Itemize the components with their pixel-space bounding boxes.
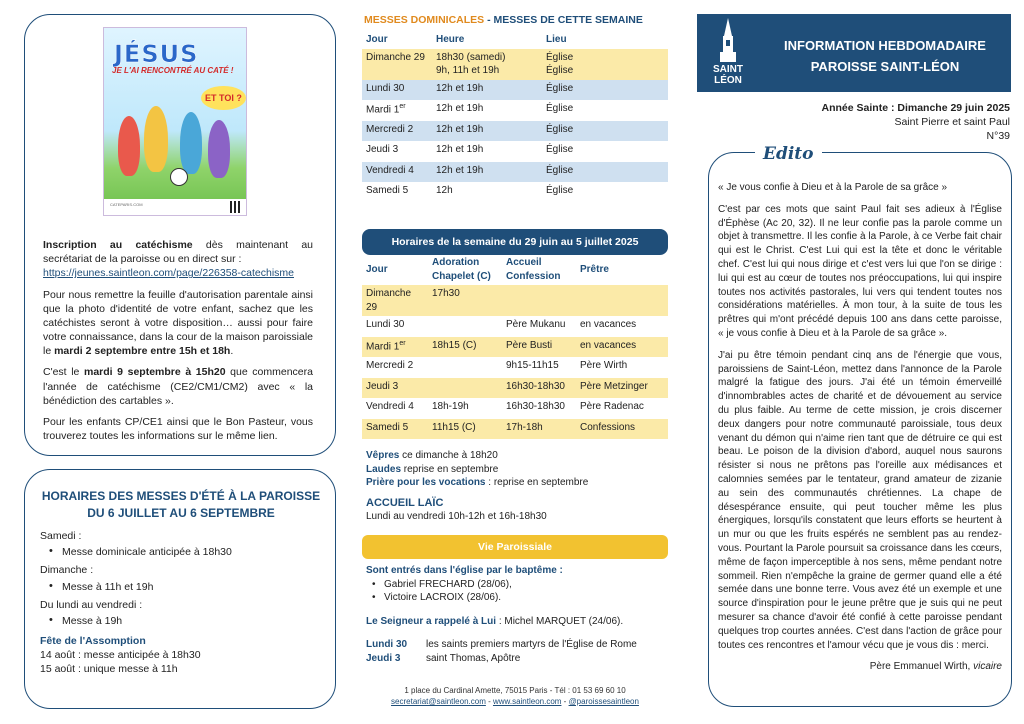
cell-accueil [502,285,576,316]
cell-lieu: Église [546,82,574,94]
offices-text [366,449,666,524]
ete-semaine-item: • Messe à 19h [40,614,320,628]
ete-title-line1: HORAIRES DES MESSES D'ÉTÉ À LA PAROISSE [41,489,321,503]
table-row [362,398,668,419]
logo-text-1: SAINT [713,64,743,75]
table-row [362,49,668,80]
cell-adoration [428,316,502,337]
col-header: Lieu [546,34,567,45]
cell-lieu: Église [546,123,574,135]
fete-jeudi-text: saint Thomas, Apôtre [426,652,521,664]
table-row [362,316,668,337]
cell-accueil: 16h30-18h30 [506,380,565,392]
col-header: Adoration Chapelet (C) [432,257,491,282]
edito-title: Edito [755,143,822,166]
catechisme-link[interactable]: https://jeunes.saintleon.com/page/226358-catechisme [43,267,294,280]
cell-heure: 12h et 19h [436,123,484,135]
saints-du-jour: Saint Pierre et saint Paul [894,116,1010,128]
assomption-line-2: 15 août : unique messe à 11h [40,663,178,676]
header-title-1: INFORMATION HEBDOMADAIRE [784,38,986,53]
cell-jour: Vendredi 4 [366,164,414,176]
cell-lieu: Église Église [546,51,574,76]
catechisme-p3-b: que commencera l'année de catéchisme (CE2/CM1/CM2) avec « la bénédiction des cartables ». [43,366,313,407]
messes-title-sep: - [484,14,494,26]
laudes-label: Laudes [366,463,402,475]
cell-heure: 12h et 19h [436,103,484,114]
col-header: Jour [366,34,388,45]
cell-adoration: 18h-19h [432,401,469,412]
cell-heure: 12h et 19h [436,82,484,94]
vepres-text: ce dimanche à 18h20 [399,450,498,461]
bapteme-item: • Gabriel FRECHARD (28/06), [372,578,512,590]
cell-pretre [576,285,668,316]
signature-role: vicaire [973,661,1002,673]
catechisme-p2: Pour nous remettre la feuille d'autorisation parentale ainsi que la photo d'identité de votre enfant, sachez que les catéchistes seront à votre disposition… aussi pour faire votre connaissance, dans la cour de la maison paroissiale le [43,288,313,358]
cate-poster-image [103,27,247,216]
poster-title: JÉSUS [114,40,199,68]
ete-dimanche-item: • Messe à 11h et 19h [40,580,320,594]
poster-footer [104,199,246,215]
deces-label: Le Seigneur a rappelé à Lui [366,615,497,627]
poster-footer-text: CATEPARIS.COM [110,202,143,207]
ete-dimanche-label: Dimanche : [40,564,94,577]
assomption-line-1: 14 août : messe anticipée à 18h30 [40,649,201,662]
col-header: Accueil Confession [506,257,561,282]
accueil-text: Lundi au vendredi 10h-12h et 16h-18h30 [366,511,547,523]
ete-title [40,488,322,522]
cell-jour: Lundi 30 [366,319,405,330]
footer-site-link[interactable]: www.saintleon.com [492,696,562,706]
cell-jour: Dimanche 29 [366,288,412,313]
cell-jour: Mercredi 2 [366,360,414,371]
col-header: Prêtre [580,263,609,275]
cell-accueil: 16h30-18h30 [506,401,565,412]
cell-pretre: Père Metzinger [580,380,648,392]
edito-paragraph-1: C'est par ces mots que saint Paul fait ses adieux à l'Église d'Éphèse (Ac 20, 32). Il ne leur confie pas la parole comme un objet à transmettre. Il les confie à la Parole, à ce Verbe fait chair qui est le Christ. C'est Lui qui est la tête et donc le véritable chef. C'est lui qui nous dirige et c'est vers lui que l'on se dirige : lui qui est au cœur de toutes nos préoccupations, lui qui inspire toutes nos activités pastorales, lui vers qui tendent toutes nos considérations matérielles. À mon tour, à la suite de tous les prêtres qui m'ont précédé depuis 100 ans dans cette paroisse, « je vous confie à Dieu et à la Parole de sa grâce ». [718,203,1002,339]
cell-jour: Dimanche 29 [366,51,425,63]
table-row [362,80,668,101]
ete-samedi-label: Samedi : [40,530,82,542]
cell-pretre: Confessions [580,421,636,433]
table-row [362,182,668,203]
col-header: Heure [436,34,465,45]
child-figure [144,106,168,172]
table-row [362,419,668,440]
cell-accueil: 9h15-11h15 [506,360,559,371]
vie-paroissiale-bar: Vie Paroissiale [362,535,668,559]
table-row [362,121,668,142]
table-row [362,357,668,378]
deces-text: : Michel MARQUET (24/06). [496,615,624,627]
cell-adoration: 11h15 (C) [432,421,476,433]
horaires-bar: Horaires de la semaine du 29 juin au 5 juillet 2025 [362,229,668,255]
col-header: Jour [366,263,388,275]
ete-semaine-label: Du lundi au vendredi : [40,598,143,611]
messes-title-b: MESSES DE CETTE SEMAINE [493,14,643,26]
fete-lundi-label: Lundi 30 [366,639,408,650]
poster-subtitle: JE L'AI RENCONTRÉ AU CATÉ ! [112,66,234,75]
cell-jour: Mardi 1er [366,103,406,116]
cell-pretre: Père Radenac [580,401,644,412]
annee-sainte: Année Sainte : Dimanche 29 juin 2025 [821,102,1010,114]
logo-text-2: LÉON [714,75,742,86]
footer [362,686,668,708]
messes-table [362,31,668,203]
bapteme-item: • Victoire LACROIX (28/06). [372,592,502,603]
cell-jour: Jeudi 3 [366,144,399,155]
footer-instagram-link[interactable]: @paroissesaintleon [568,696,639,706]
table-row [362,162,668,183]
ete-samedi-item: • Messe dominicale anticipée à 18h30 [40,545,320,559]
cell-heure: 12h et 19h [436,164,484,176]
edito-text [718,181,1002,682]
catechisme-heading: Inscription au catéchisme [43,239,193,251]
table-row [362,100,668,121]
footer-sep: - [485,696,493,706]
horaires-table [362,254,668,439]
signature-name: Père Emmanuel Wirth, [869,661,974,673]
child-figure [208,120,230,178]
child-figure [118,116,140,176]
cell-heure: 12h [436,185,453,196]
cell-jour: Mardi 1er [366,339,406,352]
saint-leon-logo [705,16,751,90]
fete-lundi-text: les saints premiers martyrs de l'Église de Rome [426,639,637,650]
footer-address: 1 place du Cardinal Amette, 75015 Paris - Tél : 01 53 69 60 10 [404,686,626,695]
cell-jour: Lundi 30 [366,82,405,94]
table-row [362,337,668,358]
cell-jour: Mercredi 2 [366,123,414,135]
football-icon [170,168,188,186]
laudes-text: reprise en septembre [401,463,499,475]
ordinal-suffix: er [399,103,406,110]
vepres-label: Vêpres [366,450,400,461]
edito-quote: « Je vous confie à Dieu et à la Parole de sa grâce » [718,182,948,193]
priere-text: : reprise en septembre [485,477,589,488]
table-row [362,285,668,316]
cell-adoration: 17h30 [432,288,460,299]
cell-heure: 18h30 (samedi) 9h, 11h et 19h [436,51,506,76]
edito-paragraph-2: J'ai pu être témoin pendant cinq ans de l'énergie que vous, paroissiens de Saint-Léon, mettez dans l'annonce de la Parole malgré la fatigue des jours. J'ai été un témoin émerveillé d'innombrables actes de charité et de dévouement au service du plus faible. Au terme de cette mission, je crois discerner deux dangers pour notre communauté paroissiale, tous deux venant du démon qui n'aime rien tant que de détruire ce qui est beau. Le poison de la division d'abord, auquel nous saurons résister si nous ne prêtons pas l'oreille aux médisances et calomnies semées par le tentateur, grand amateur de zizanie au sein des communautés chrétiennes. La chape de désespérance ensuite, qui peut toucher même les plus énergiques, lorsqu'ils constatent que leurs efforts se heurtent à un mur ou que les fruits espérés ne semblent pas au rendez-vous. Pourtant la Parole poursuit sa croissance dans les cœurs, même de façon imperceptible à nos sens, même pendant notre sommeil. Rien n'empêche la graine de germer quand elle a été semée dans une bonne terre. Vous avez été un exemple et une source d'inspiration pour le jeune prêtre que je suis qui ne peut mesurer sa chance d'avoir été confié à cette paroisse pendant quelques trop courtes années. C'est dans l'action de grâce pour toutes ces rencontres et l'amour vécu que je vous dis : merci. [718,349,1002,651]
bapteme-name: Victoire LACROIX (28/06). [384,592,502,603]
footer-sep: - [561,696,569,706]
catechisme-p3-a: C'est le [43,366,84,379]
cell-adoration [428,357,502,378]
cell-adoration: 18h15 (C) [432,339,477,351]
header-title-2: PAROISSE SAINT-LÉON [810,58,960,74]
cell-lieu: Église [546,144,574,155]
catechisme-text [43,238,313,450]
header-title [760,36,1010,78]
cell-lieu: Église [546,103,574,114]
ete-schedule [40,529,320,677]
catechisme-intro: dès maintenant au secrétariat de la paroisse ou en direct sur : [43,239,313,266]
ete-title-line2: DU 6 JUILLET AU 6 SEPTEMBRE [87,505,275,520]
cell-jour: Samedi 5 [366,185,409,196]
cell-pretre: en vacances [580,339,637,351]
catechisme-p3-date: mardi 9 septembre à 15h20 [83,366,226,379]
cell-jour: Vendredi 4 [366,401,414,412]
footer-email-link[interactable]: secretariat@saintleon.com [391,696,486,706]
catechisme-p4: Pour les enfants CP/CE1 ainsi que le Bon Pasteur, vous trouverez toutes les informations sur le même lien. [43,415,313,443]
child-figure [180,112,202,174]
cell-heure: 12h et 19h [436,144,484,155]
qr-code-icon [230,201,242,213]
accueil-title: ACCUEIL LAÏC [366,496,444,509]
punct: . [230,345,234,358]
cell-jour: Jeudi 3 [366,380,399,392]
assomption-title: Fête de l'Assomption [40,635,146,648]
priere-label: Prière pour les vocations [366,477,486,488]
messes-title-a: MESSES DOMINICALES [364,14,485,26]
cell-lieu: Église [546,185,574,196]
fete-jeudi-label: Jeudi 3 [366,652,401,664]
cell-accueil: 17h-18h [506,421,543,433]
cell-adoration [428,378,502,399]
cell-pretre: Père Wirth [580,360,628,371]
edito-signature [718,660,1002,674]
messes-title [364,13,643,27]
table-row [362,141,668,162]
table-row [362,378,668,399]
cell-accueil: Père Mukanu [506,319,566,330]
numero: N°39 [986,130,1010,142]
ordinal-suffix: er [399,339,406,347]
cell-pretre: en vacances [580,319,637,330]
bapteme-name: Gabriel FRECHARD (28/06), [384,578,512,590]
cell-accueil: Père Busti [506,339,553,351]
cell-jour: Samedi 5 [366,421,409,433]
catechisme-p2-date: mardi 2 septembre entre 15h et 18h [54,345,231,358]
cell-lieu: Église [546,164,574,176]
vie-text [366,564,666,665]
bapteme-title: Sont entrés dans l'église par le baptême : [366,565,563,576]
poster-badge: ET TOI ? [201,86,246,110]
